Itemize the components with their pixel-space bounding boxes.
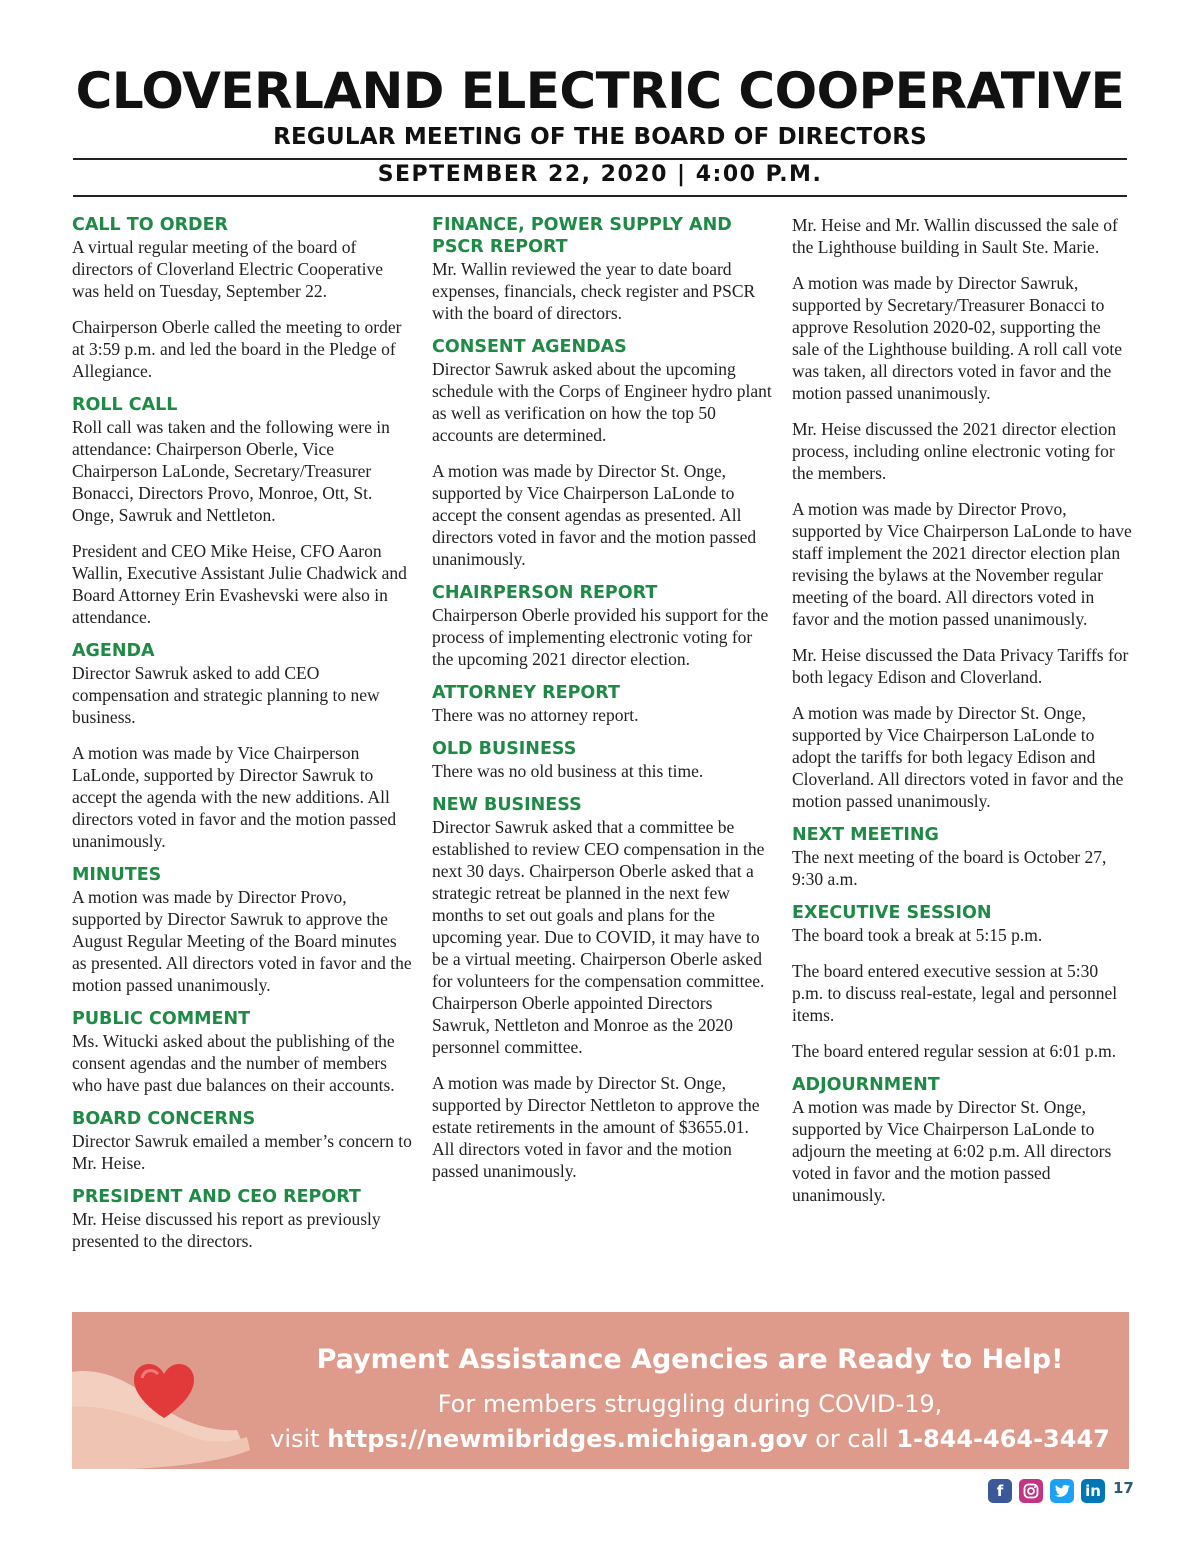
section-paragraph: Mr. Heise discussed the 2021 director election process, including online electronic voting for the members.	[792, 419, 1117, 483]
section-title: NEW BUSINESS	[432, 795, 582, 815]
section-title: CONSENT AGENDAS	[432, 337, 627, 357]
section-title: CALL TO ORDER	[72, 215, 228, 235]
top-divider	[73, 158, 1127, 160]
section	[72, 1108, 412, 1174]
section-title: BOARD CONCERNS	[72, 1109, 256, 1129]
section-title: PUBLIC COMMENT	[72, 1009, 251, 1029]
section-paragraph: Mr. Heise discussed his report as previously presented to the directors.	[72, 1209, 381, 1251]
section	[432, 738, 772, 782]
section-paragraph: A motion was made by Director St. Onge, supported by Vice Chairperson LaLonde to adopt the tariffs for both legacy Edison and Cloverland. All directors voted in favor and the motion passed unanimously.	[792, 703, 1124, 811]
section-paragraph: A motion was made by Director Provo, supported by Director Sawruk to approve the August Regular Meeting of the Board minutes as presented. All directors voted in favor and the motion passed unanimously.	[72, 887, 412, 995]
hands-heart-icon	[72, 1312, 272, 1469]
section-paragraph: A motion was made by Director St. Onge, supported by Vice Chairperson LaLonde to adjourn the meeting at 6:02 p.m. All directors voted in favor and the motion passed unanimously.	[792, 1097, 1112, 1205]
section	[432, 582, 772, 670]
column-2	[432, 214, 772, 1194]
section-title: AGENDA	[72, 641, 155, 661]
section	[72, 214, 412, 382]
section-title: OLD BUSINESS	[432, 739, 577, 759]
section-paragraph: Mr. Heise discussed the Data Privacy Tariffs for both legacy Edison and Cloverland.	[792, 645, 1129, 687]
page-number: 17	[1113, 1479, 1134, 1497]
banner-line-1: For members struggling during COVID-19,	[437, 1390, 943, 1418]
banner-url-link[interactable]: https://newmibridges.michigan.gov	[327, 1425, 808, 1453]
meeting-date: SEPTEMBER 22, 2020 | 4:00 P.M.	[377, 162, 823, 187]
section-title: ADJOURNMENT	[792, 1075, 940, 1095]
section-paragraph: A motion was made by Vice Chairperson LaLonde, supported by Director Sawruk to accept the agenda with the new additions. All directors voted in favor and the motion passed unanimously.	[72, 743, 397, 851]
section-paragraph: Mr. Heise and Mr. Wallin discussed the sale of the Lighthouse building in Sault Ste. Marie.	[792, 215, 1118, 257]
section-paragraph: Director Sawruk emailed a member’s concern to Mr. Heise.	[72, 1131, 412, 1173]
social-icons	[988, 1479, 1105, 1503]
section-title: CHAIRPERSON REPORT	[432, 583, 658, 603]
section	[432, 682, 772, 726]
section	[792, 1074, 1132, 1206]
section-title: EXECUTIVE SESSION	[792, 903, 992, 923]
facebook-icon[interactable]: f	[988, 1479, 1012, 1503]
section-paragraph: Director Sawruk asked about the upcoming schedule with the Corps of Engineer hydro plant as well as verification on how the top 50 accounts are determined.	[432, 359, 772, 445]
section	[432, 336, 772, 570]
section-paragraph: The next meeting of the board is October 27, 9:30 a.m.	[792, 847, 1107, 889]
section-paragraph: Chairperson Oberle called the meeting to order at 3:59 p.m. and led the board in the Pledge of Allegiance.	[72, 317, 402, 381]
bottom-divider	[73, 195, 1127, 197]
section	[792, 214, 1132, 812]
section-paragraph: There was no attorney report.	[432, 705, 639, 725]
section-paragraph: A motion was made by Director St. Onge, supported by Director Nettleton to approve the estate retirements in the amount of $3655.01. All directors voted in favor and the motion passed unanimously.	[432, 1073, 760, 1181]
section	[72, 1008, 412, 1096]
linkedin-icon[interactable]: in	[1081, 1479, 1105, 1503]
section	[72, 640, 412, 852]
section-paragraph: A motion was made by Director Provo, supported by Vice Chairperson LaLonde to have staff implement the 2021 director election plan revising the bylaws at the November regular meeting of the board. All directors voted in favor and the motion passed unanimously.	[792, 499, 1132, 629]
section-paragraph: Roll call was taken and the following were in attendance: Chairperson Oberle, Vice Chairperson LaLonde, Secretary/Treasurer Bonacci, Directors Provo, Monroe, Ott, St. Onge, Sawruk and Nettleton.	[72, 417, 390, 525]
instagram-icon[interactable]	[1019, 1479, 1043, 1503]
column-1	[72, 214, 412, 1264]
section-title: NEXT MEETING	[792, 825, 939, 845]
column-3	[792, 214, 1132, 1218]
page-subtitle: REGULAR MEETING OF THE BOARD OF DIRECTORS	[273, 124, 927, 150]
section-paragraph: The board took a break at 5:15 p.m.	[792, 925, 1043, 945]
section-paragraph: A motion was made by Director Sawruk, supported by Secretary/Treasurer Bonacci to approve Resolution 2020-02, supporting the sale of the Lighthouse building. A roll call vote was taken, all directors voted in favor and the motion passed unanimously.	[792, 273, 1123, 403]
section-paragraph: The board entered executive session at 5:30 p.m. to discuss real-estate, legal and personnel items.	[792, 961, 1118, 1025]
section-title: PRESIDENT AND CEO REPORT	[72, 1187, 361, 1207]
section-paragraph: President and CEO Mike Heise, CFO Aaron Wallin, Executive Assistant Julie Chadwick and Board Attorney Erin Evashevski were also in attendance.	[72, 541, 407, 627]
page-title: CLOVERLAND ELECTRIC COOPERATIVE	[75, 62, 1125, 120]
banner-line-2	[260, 1425, 1120, 1453]
banner-visit-text: visit	[270, 1425, 320, 1453]
section	[792, 902, 1132, 1062]
section	[72, 394, 412, 628]
section	[432, 794, 772, 1182]
section-paragraph: There was no old business at this time.	[432, 761, 704, 781]
section	[432, 214, 772, 324]
section	[72, 864, 412, 996]
section	[72, 1186, 412, 1252]
banner-phone-number[interactable]: 1-844-464-3447	[896, 1425, 1110, 1453]
section-paragraph: A virtual regular meeting of the board of directors of Cloverland Electric Cooperative was held on Tuesday, September 22.	[72, 237, 383, 301]
section-title: ATTORNEY REPORT	[432, 683, 620, 703]
banner-or-call-text: or call	[815, 1425, 889, 1453]
section-title: FINANCE, POWER SUPPLY AND PSCR REPORT	[432, 215, 732, 257]
section-paragraph: Chairperson Oberle provided his support for the process of implementing electronic voting for the upcoming 2021 director election.	[432, 605, 769, 669]
section-paragraph: Ms. Witucki asked about the publishing of the consent agendas and the number of members who have past due balances on their accounts.	[72, 1031, 395, 1095]
section-paragraph: Director Sawruk asked to add CEO compensation and strategic planning to new business.	[72, 663, 380, 727]
section-title: ROLL CALL	[72, 395, 178, 415]
section-paragraph: The board entered regular session at 6:01 p.m.	[792, 1041, 1117, 1061]
section-paragraph: A motion was made by Director St. Onge, supported by Vice Chairperson LaLonde to accept the consent agendas as presented. All directors voted in favor and the motion passed unanimously.	[432, 461, 757, 569]
twitter-icon[interactable]	[1050, 1479, 1074, 1503]
section-title: MINUTES	[72, 865, 162, 885]
payment-assistance-banner	[72, 1312, 1129, 1469]
section-paragraph: Director Sawruk asked that a committee be established to review CEO compensation in the next 30 days. Chairperson Oberle asked that a strategic retreat be planned in the next few months to set out goals and plans for the upcoming year. Due to COVID, it may have to be a virtual meeting. Chairperson Oberle asked for volunteers for the compensation committee. Chairperson Oberle appointed Directors Sawruk, Nettleton and Monroe as the 2020 personnel committee.	[432, 817, 765, 1057]
banner-heading: Payment Assistance Agencies are Ready to Help!	[316, 1344, 1064, 1375]
section-paragraph: Mr. Wallin reviewed the year to date board expenses, financials, check register and PSCR with the board of directors.	[432, 259, 756, 323]
section	[792, 824, 1132, 890]
